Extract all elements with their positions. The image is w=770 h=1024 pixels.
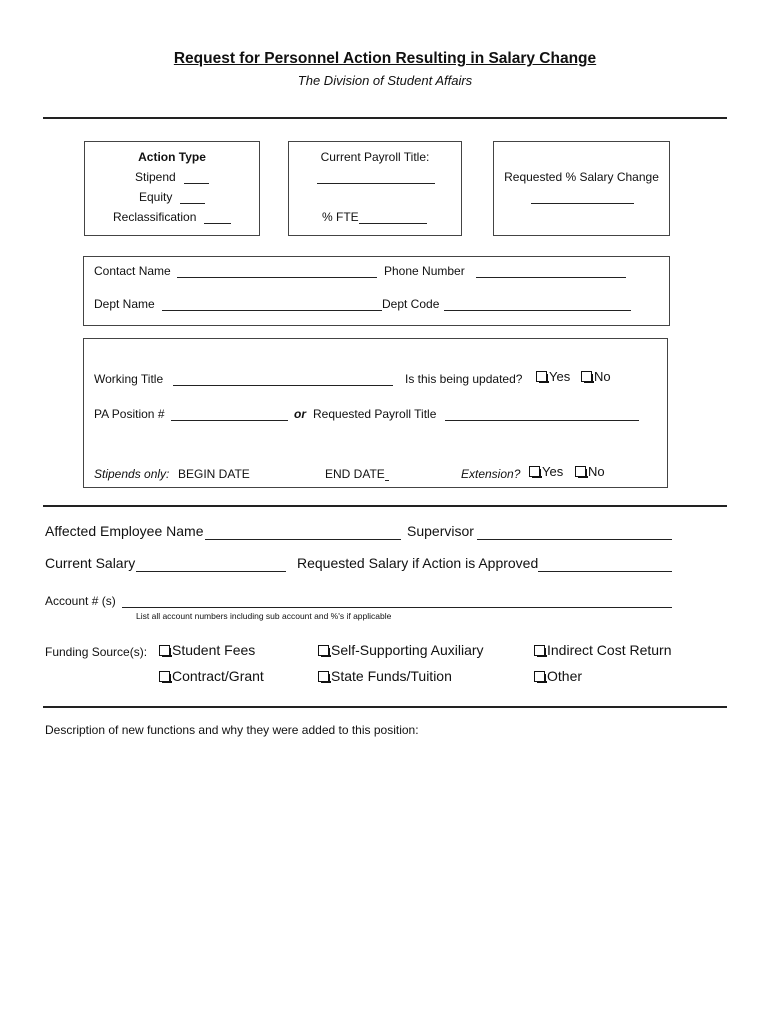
- description-area[interactable]: [45, 745, 725, 995]
- funding-option-label: Indirect Cost Return: [547, 642, 672, 658]
- end-date-field[interactable]: [385, 480, 389, 481]
- action-type-heading: Action Type: [138, 150, 206, 164]
- dept-name-field[interactable]: [162, 310, 382, 311]
- salary-change-box: [493, 141, 670, 236]
- checkbox-icon[interactable]: [536, 371, 547, 382]
- funding-option[interactable]: [534, 668, 582, 684]
- being-updated-label: Is this being updated?: [405, 372, 523, 386]
- header-divider: [43, 117, 727, 119]
- contact-name-field[interactable]: [177, 277, 377, 278]
- equity-field[interactable]: [180, 203, 205, 204]
- pa-position-field[interactable]: [171, 420, 288, 421]
- working-title-label: Working Title: [94, 372, 164, 386]
- extension-no-option[interactable]: [575, 464, 605, 479]
- dept-code-label: Dept Code: [382, 297, 440, 311]
- funding-option-label: Student Fees: [172, 642, 256, 658]
- updated-yes-option[interactable]: [536, 369, 570, 384]
- contact-name-label: Contact Name: [94, 264, 171, 278]
- affected-employee-label: Affected Employee Name: [45, 523, 204, 539]
- checkbox-icon[interactable]: [575, 466, 586, 477]
- funding-option[interactable]: [318, 668, 452, 684]
- working-title-field[interactable]: [173, 385, 393, 386]
- extension-yes-option[interactable]: [529, 464, 563, 479]
- page-subtitle: The Division of Student Affairs: [297, 73, 473, 88]
- phone-number-field[interactable]: [476, 277, 626, 278]
- description-label: Description of new functions and why they were added to this position:: [45, 723, 419, 737]
- account-field[interactable]: [122, 607, 672, 608]
- funding-source-label: Funding Source(s):: [45, 645, 148, 659]
- dept-code-field[interactable]: [444, 310, 631, 311]
- checkbox-icon[interactable]: [318, 671, 329, 682]
- stipend-field[interactable]: [184, 183, 209, 184]
- fte-field[interactable]: [359, 223, 427, 224]
- checkbox-icon[interactable]: [318, 645, 329, 656]
- payroll-title-box: [288, 141, 462, 236]
- supervisor-label: Supervisor: [407, 523, 474, 539]
- funding-option[interactable]: [159, 642, 255, 658]
- end-date-label: END DATE: [325, 467, 385, 481]
- requested-payroll-title-label: Requested Payroll Title: [313, 407, 437, 421]
- checkbox-icon[interactable]: [534, 645, 545, 656]
- pa-position-label: PA Position #: [94, 407, 165, 421]
- checkbox-icon[interactable]: [534, 671, 545, 682]
- action-type-box: [84, 141, 260, 236]
- contact-box: [83, 256, 670, 326]
- fte-label: % FTE: [322, 210, 359, 224]
- stipends-only-label: Stipends only:: [94, 467, 170, 481]
- phone-number-label: Phone Number: [384, 264, 465, 278]
- funding-option-label: State Funds/Tuition: [331, 668, 452, 684]
- account-note: List all account numbers including sub account and %'s if applicable: [136, 611, 392, 621]
- extension-label: Extension?: [461, 467, 521, 481]
- dept-name-label: Dept Name: [94, 297, 155, 311]
- or-label: or: [294, 407, 306, 421]
- reclassification-label: Reclassification: [113, 210, 197, 224]
- funding-option-label: Self-Supporting Auxiliary: [331, 642, 484, 658]
- funding-option[interactable]: [159, 668, 264, 684]
- funding-option[interactable]: [318, 642, 484, 658]
- begin-date-label: BEGIN DATE: [178, 467, 250, 481]
- updated-yes-label: Yes: [549, 369, 571, 384]
- requested-salary-change-field[interactable]: [531, 203, 634, 204]
- funding-option[interactable]: [534, 642, 672, 658]
- account-label: Account # (s): [45, 594, 116, 608]
- reclassification-field[interactable]: [204, 223, 231, 224]
- requested-salary-change-label: Requested % Salary Change: [504, 170, 659, 184]
- checkbox-icon[interactable]: [529, 466, 540, 477]
- requested-salary-field[interactable]: [538, 571, 672, 572]
- section-divider: [43, 505, 727, 507]
- position-box: [83, 338, 668, 488]
- page-title: Request for Personnel Action Resulting in Salary Change: [173, 50, 597, 67]
- checkbox-icon[interactable]: [581, 371, 592, 382]
- extension-yes-label: Yes: [542, 464, 564, 479]
- current-payroll-title-field[interactable]: [317, 183, 435, 184]
- updated-no-label: No: [594, 369, 611, 384]
- requested-payroll-title-field[interactable]: [445, 420, 639, 421]
- current-payroll-title-label: Current Payroll Title:: [320, 150, 430, 164]
- checkbox-icon[interactable]: [159, 671, 170, 682]
- checkbox-icon[interactable]: [159, 645, 170, 656]
- funding-option-label: Contract/Grant: [172, 668, 264, 684]
- updated-no-option[interactable]: [581, 369, 611, 384]
- funding-option-label: Other: [547, 668, 583, 684]
- current-salary-label: Current Salary: [45, 555, 136, 571]
- supervisor-field[interactable]: [477, 539, 672, 540]
- current-salary-field[interactable]: [136, 571, 286, 572]
- equity-label: Equity: [139, 190, 173, 204]
- extension-no-label: No: [588, 464, 605, 479]
- stipend-label: Stipend: [135, 170, 176, 184]
- requested-salary-label: Requested Salary if Action is Approved: [297, 555, 539, 571]
- affected-employee-field[interactable]: [205, 539, 401, 540]
- description-divider: [43, 706, 727, 708]
